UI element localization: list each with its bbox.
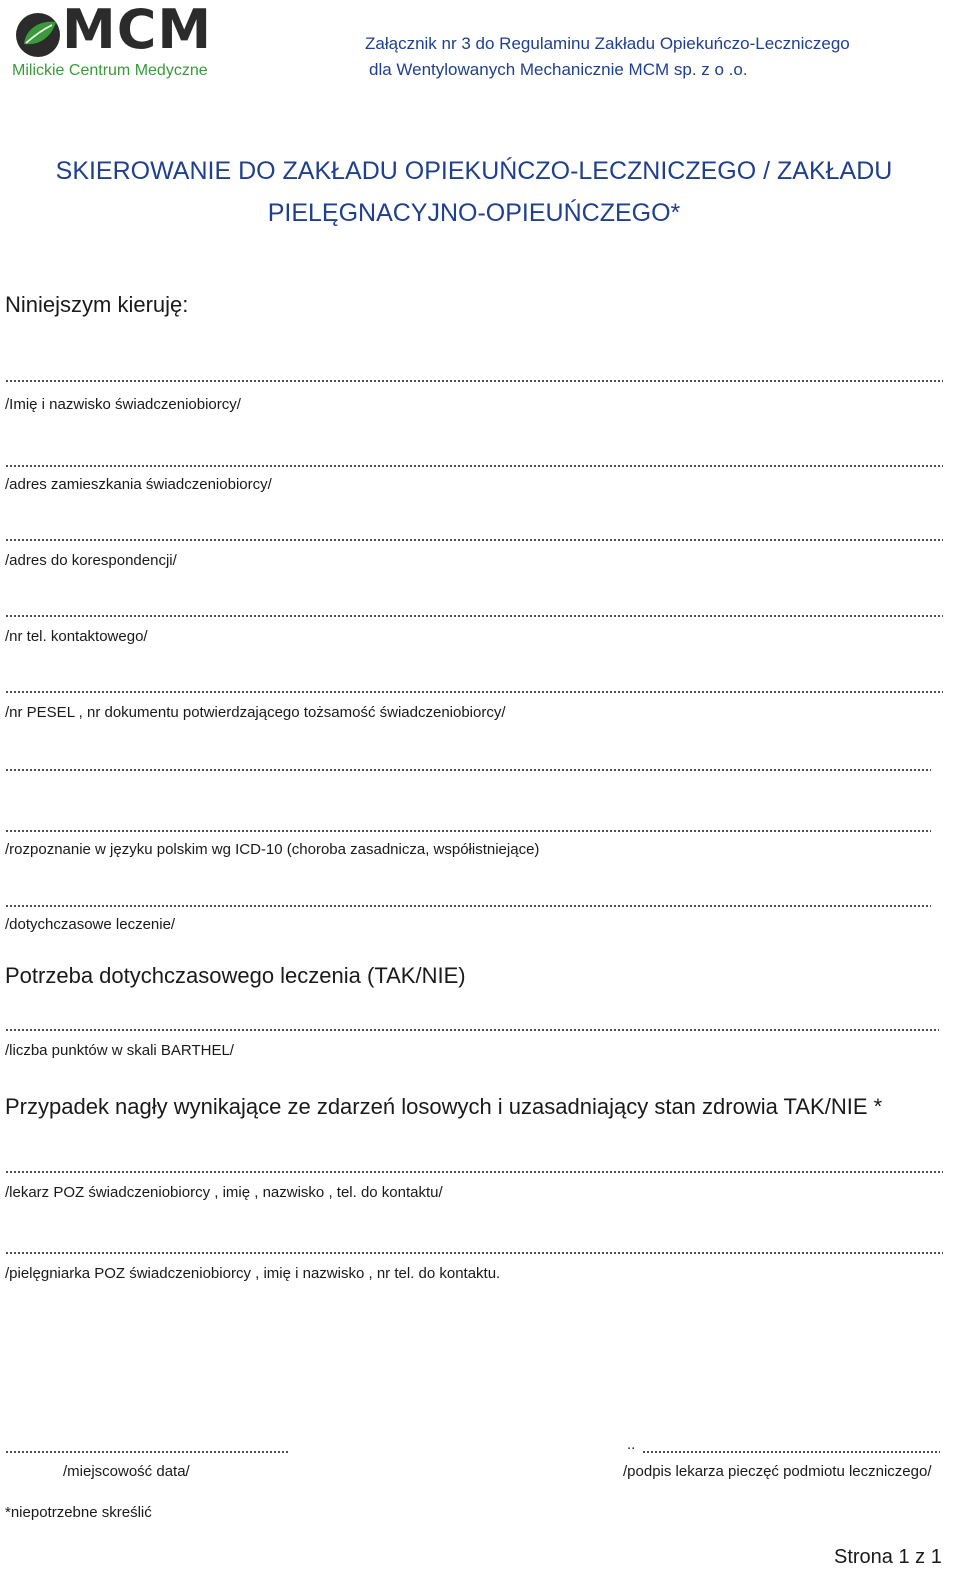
footnote: *niepotrzebne skreślić <box>5 1504 152 1521</box>
place-date-line[interactable] <box>5 1450 289 1454</box>
treatment-label: /dotychczasowe leczenie/ <box>5 916 176 933</box>
diagnosis-label: /rozpoznanie w języku polskim wg ICD-10 (choroba zasadnicza, współistniejące) <box>5 841 540 858</box>
header-line-1: Załącznik nr 3 do Regulaminu Zakładu Opiekuńczo-Leczniczego <box>365 34 850 53</box>
logo-subtitle: Milickie Centrum Medyczne <box>12 62 208 79</box>
barthel-label: /liczba punktów w skali BARTHEL/ <box>5 1042 234 1059</box>
logo-brand: MCM <box>62 0 213 61</box>
signature-label: /podpis lekarza pieczęć podmiotu leczniczego/ <box>623 1463 932 1480</box>
mcm-logo <box>8 0 248 82</box>
intro-text: Niniejszym kieruję: <box>5 292 189 317</box>
leaf-emblem-icon <box>10 10 66 60</box>
page-number: Strona 1 z 1 <box>834 1546 942 1568</box>
diagnosis-line-1[interactable] <box>5 768 931 772</box>
signature-line[interactable] <box>642 1450 940 1454</box>
signature-prefix: .. <box>627 1436 636 1453</box>
phone-label: /nr tel. kontaktowego/ <box>5 628 148 645</box>
emergency-question: Przypadek nagły wynikające ze zdarzeń losowych i uzasadniający stan zdrowia TAK/NIE * <box>5 1094 883 1119</box>
nurse-label: /pielęgniarka POZ świadczeniobiorcy , imię i nazwisko , nr tel. do kontaktu. <box>5 1265 501 1282</box>
gp-line[interactable] <box>5 1170 943 1174</box>
header-line-2: dla Wentylowanych Mechanicznie MCM sp. z o .o. <box>369 60 748 79</box>
treatment-line[interactable] <box>5 904 931 908</box>
document-title <box>0 150 948 234</box>
address-label: /adres zamieszkania świadczeniobiorcy/ <box>5 476 272 493</box>
patient-name-line[interactable] <box>5 379 943 383</box>
phone-line[interactable] <box>5 614 943 618</box>
gp-label: /lekarz POZ świadczeniobiorcy , imię , nazwisko , tel. do kontaktu/ <box>5 1184 443 1201</box>
patient-name-label: /Imię i nazwisko świadczeniobiorcy/ <box>5 396 241 413</box>
title-line-2: PIELĘGNACYJNO-OPIEUŃCZEGO* <box>267 199 681 227</box>
correspondence-line[interactable] <box>5 538 943 542</box>
pesel-label: /nr PESEL , nr dokumentu potwierdzającego tożsamość świadczeniobiorcy/ <box>5 704 506 721</box>
continue-treatment-question: Potrzeba dotychczasowego leczenia (TAK/NIE) <box>5 963 466 988</box>
nurse-line[interactable] <box>5 1251 943 1255</box>
barthel-line[interactable] <box>5 1028 939 1032</box>
correspondence-label: /adres do korespondencji/ <box>5 552 177 569</box>
title-line-1: SKIEROWANIE DO ZAKŁADU OPIEKUŃCZO-LECZNICZEGO / ZAKŁADU <box>55 157 893 185</box>
pesel-line[interactable] <box>5 690 943 694</box>
address-line[interactable] <box>5 464 943 468</box>
diagnosis-line-2[interactable] <box>5 829 931 833</box>
place-date-label: /miejscowość data/ <box>63 1463 190 1480</box>
